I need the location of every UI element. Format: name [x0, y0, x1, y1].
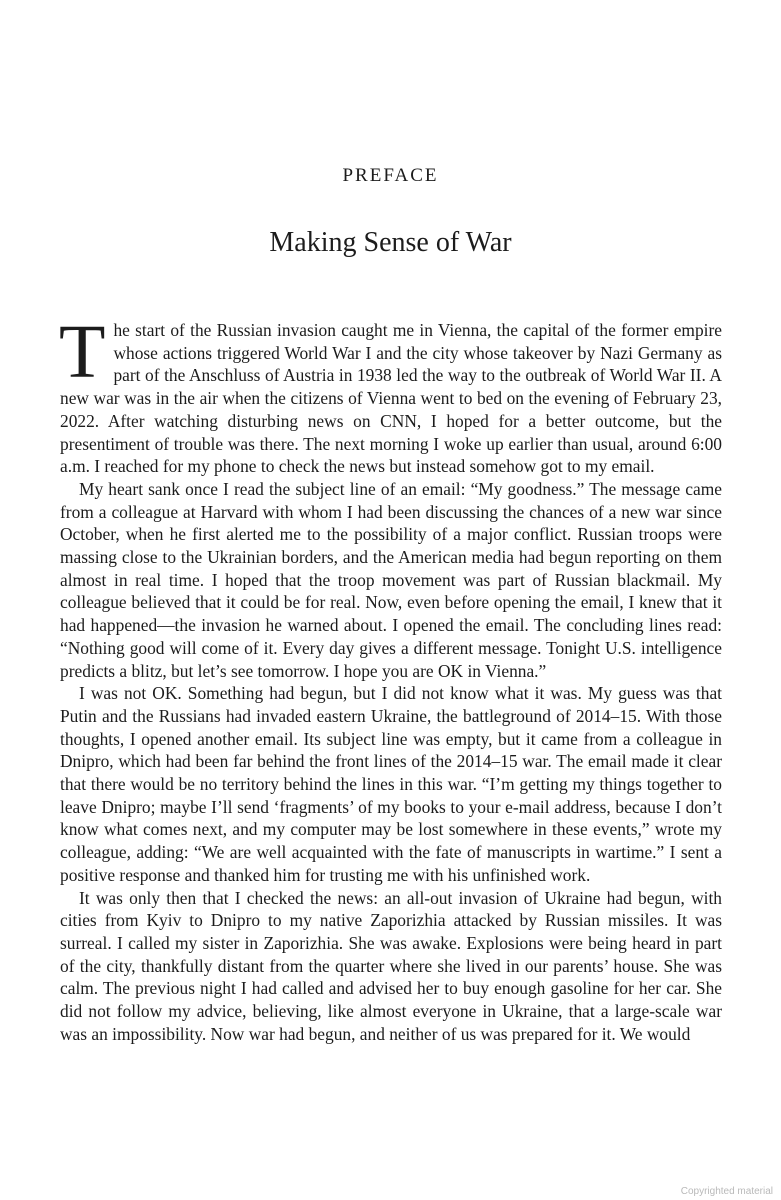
- copyright-watermark: Copyrighted material: [680, 1186, 773, 1197]
- body-text: [59, 310, 722, 1046]
- section-label: PREFACE: [342, 165, 439, 186]
- chapter-title: Making Sense of War: [269, 227, 512, 258]
- paragraph-1-text: he start of the Russian invasion caught me in Vienna, the capital of the former empire whose actions triggered World War I and the city whose takeover by Nazi Germany as part of the Anschluss of Austria in 1938 led the way to the outbreak of World War II. A new war was in the air when the citizens of Vienna went to bed on the evening of February 23, 2022. After watching disturbing news on CNN, I hoped for a better outcome, but the presentiment of trouble was there. The next morning I woke up earlier than usual, around 6:00 a.m. I reached for my phone to check the news but instead somehow got to my email.: [60, 320, 722, 477]
- paragraph-4: It was only then that I checked the news: an all-out invasion of Ukraine had begun, with cities from Kyiv to Dnipro to my native Zaporizhia attacked by Russian missiles. It was surreal. I called my sister in Zaporizhia. She was awake. Explosions were being heard in part of the city, thankfully distant from the quarter where she lived in our parents’ house. She was calm. The previous night I had called and advised her to buy enough gasoline for her car. She did not follow my advice, believing, like almost everyone in Ukraine, that a large-scale war was an impossibility. Now war had begun, and neither of us was prepared for it. We would: [60, 887, 722, 1044]
- drop-cap: T: [59, 310, 106, 394]
- paragraph-3: I was not OK. Something had begun, but I did not know what it was. My guess was that Putin and the Russians had invaded eastern Ukraine, the battleground of 2014–15. With those thoughts, I opened another email. Its subject line was empty, but it came from a colleague in Dnipro, which had been far behind the front lines of the 2014–15 war. The email made it clear that there would be no territory behind the lines in this war. “I’m getting my things together to leave Dnipro; maybe I’ll send ‘fragments’ of my books to your e-mail address, because I don’t know what comes next, and my computer may be lost somewhere in these events,” wrote my colleague, adding: “We are well acquainted with the fate of manuscripts in wartime.” I sent a positive response and thanked him for trusting me with his unfinished work.: [60, 683, 722, 885]
- paragraph-1: [59, 310, 722, 478]
- paragraph-2: My heart sank once I read the subject line of an email: “My goodness.” The message came from a colleague at Harvard with whom I had been discussing the chances of a new war since October, when he first alerted me to the possibility of a major conflict. Russian troops were massing close to the Ukrainian borders, and the American media had begun reporting on them almost in real time. I hoped that the troop movement was part of Russian blackmail. My colleague believed that it could be for real. Now, even before opening the email, I knew that it had happened—the invasion he warned about. I opened the email. The concluding lines read: “Nothing good will come of it. Every day gives a different message. Tonight U.S. intelligence predicts a blitz, but let’s see tomorrow. I hope you are OK in Vienna.”: [60, 478, 722, 681]
